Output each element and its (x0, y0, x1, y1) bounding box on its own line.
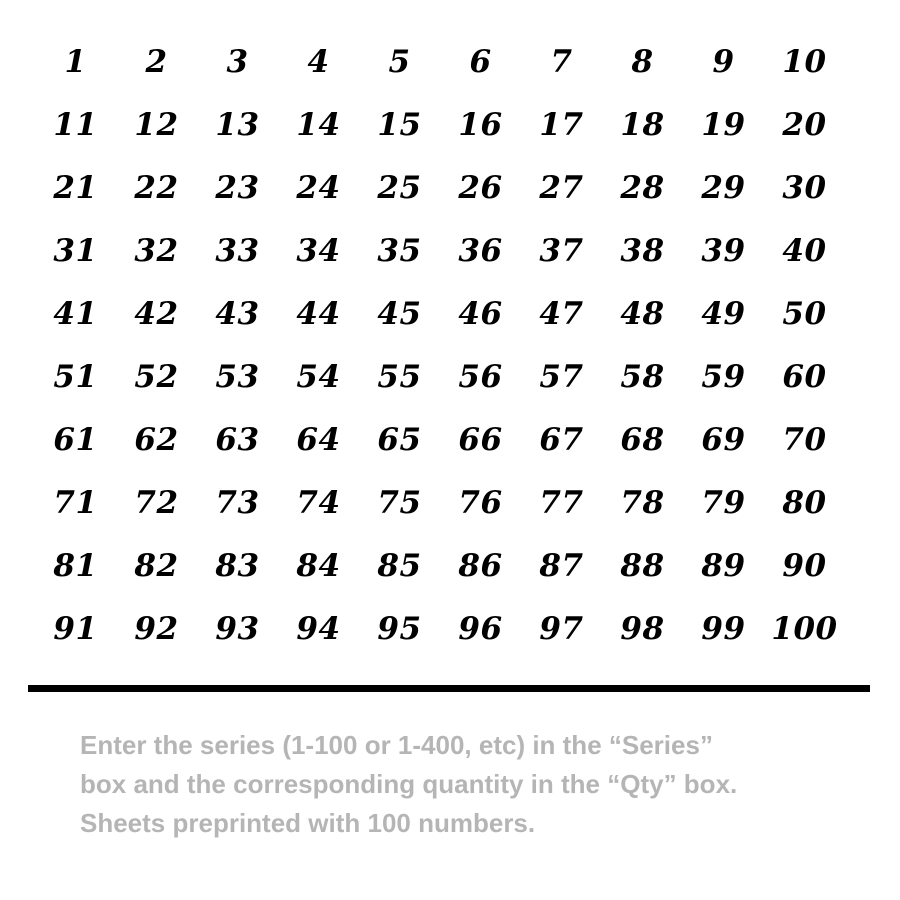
number-cell: 61 (53, 421, 98, 458)
number-cell: 68 (620, 421, 665, 458)
number-cell: 30 (782, 169, 827, 206)
number-cell: 4 (307, 43, 330, 80)
number-cell: 92 (134, 610, 179, 647)
number-cell: 21 (53, 169, 98, 206)
number-cell: 58 (620, 358, 665, 395)
number-cell: 2 (145, 43, 168, 80)
number-cell: 32 (134, 232, 179, 269)
number-cell: 90 (782, 547, 827, 584)
number-cell: 89 (701, 547, 746, 584)
number-cell: 41 (53, 295, 98, 332)
instruction-line: Enter the series (1-100 or 1-400, etc) in the “Series” (80, 730, 713, 760)
number-cell: 1 (64, 43, 87, 80)
number-cell: 46 (458, 295, 503, 332)
number-cell: 44 (296, 295, 341, 332)
number-cell: 86 (458, 547, 503, 584)
instructions-text (80, 726, 860, 843)
number-cell: 65 (377, 421, 422, 458)
number-cell: 93 (215, 610, 260, 647)
number-cell: 95 (377, 610, 422, 647)
number-cell: 48 (620, 295, 665, 332)
number-cell: 20 (782, 106, 827, 143)
number-cell: 22 (134, 169, 179, 206)
number-cell: 97 (539, 610, 584, 647)
number-cell: 52 (134, 358, 179, 395)
number-cell: 55 (377, 358, 422, 395)
number-cell: 26 (458, 169, 503, 206)
number-cell: 74 (296, 484, 341, 521)
number-cell: 28 (620, 169, 665, 206)
number-cell: 99 (701, 610, 746, 647)
number-cell: 7 (550, 43, 573, 80)
number-cell: 11 (53, 106, 98, 143)
number-cell: 36 (458, 232, 503, 269)
number-cell: 75 (377, 484, 422, 521)
number-cell: 37 (539, 232, 584, 269)
number-cell: 84 (296, 547, 341, 584)
number-cell: 6 (469, 43, 492, 80)
number-cell: 25 (377, 169, 422, 206)
number-cell: 23 (215, 169, 260, 206)
number-cell: 79 (701, 484, 746, 521)
number-cell: 62 (134, 421, 179, 458)
number-cell: 3 (226, 43, 249, 80)
number-cell: 57 (539, 358, 584, 395)
number-cell: 78 (620, 484, 665, 521)
number-cell: 71 (53, 484, 98, 521)
number-cell: 96 (458, 610, 503, 647)
number-cell: 76 (458, 484, 503, 521)
number-cell: 67 (539, 421, 584, 458)
number-cell: 5 (388, 43, 411, 80)
number-cell: 81 (53, 547, 98, 584)
number-cell: 47 (539, 295, 584, 332)
number-cell: 100 (771, 610, 838, 647)
number-cell: 27 (539, 169, 584, 206)
number-cell: 10 (782, 43, 827, 80)
number-cell: 63 (215, 421, 260, 458)
number-cell: 82 (134, 547, 179, 584)
number-cell: 12 (134, 106, 179, 143)
number-cell: 18 (620, 106, 665, 143)
number-cell: 83 (215, 547, 260, 584)
number-cell: 14 (296, 106, 341, 143)
number-cell: 85 (377, 547, 422, 584)
number-cell: 72 (134, 484, 179, 521)
instruction-line: box and the corresponding quantity in the “Qty” box. (80, 769, 738, 799)
number-cell: 13 (215, 106, 260, 143)
number-cell: 66 (458, 421, 503, 458)
number-cell: 51 (53, 358, 98, 395)
number-cell: 35 (377, 232, 422, 269)
number-cell: 38 (620, 232, 665, 269)
number-cell: 29 (701, 169, 746, 206)
divider-rule (28, 685, 870, 692)
number-cell: 53 (215, 358, 260, 395)
number-cell: 64 (296, 421, 341, 458)
number-cell: 15 (377, 106, 422, 143)
number-cell: 50 (782, 295, 827, 332)
number-cell: 9 (712, 43, 735, 80)
number-cell: 40 (782, 232, 827, 269)
number-cell: 59 (701, 358, 746, 395)
number-cell: 77 (539, 484, 584, 521)
number-cell: 24 (296, 169, 341, 206)
number-cell: 60 (782, 358, 827, 395)
number-cell: 69 (701, 421, 746, 458)
number-cell: 45 (377, 295, 422, 332)
number-cell: 91 (53, 610, 98, 647)
number-cell: 98 (620, 610, 665, 647)
number-cell: 56 (458, 358, 503, 395)
number-grid (35, 30, 845, 660)
number-cell: 39 (701, 232, 746, 269)
number-cell: 94 (296, 610, 341, 647)
number-cell: 49 (701, 295, 746, 332)
number-cell: 43 (215, 295, 260, 332)
number-cell: 33 (215, 232, 260, 269)
number-cell: 54 (296, 358, 341, 395)
number-cell: 88 (620, 547, 665, 584)
number-cell: 34 (296, 232, 341, 269)
instruction-line: Sheets preprinted with 100 numbers. (80, 808, 536, 838)
number-cell: 16 (458, 106, 503, 143)
number-cell: 19 (701, 106, 746, 143)
number-cell: 8 (631, 43, 654, 80)
number-cell: 70 (782, 421, 827, 458)
number-cell: 42 (134, 295, 179, 332)
number-cell: 87 (539, 547, 584, 584)
number-cell: 17 (539, 106, 584, 143)
number-cell: 31 (53, 232, 98, 269)
number-cell: 80 (782, 484, 827, 521)
number-cell: 73 (215, 484, 260, 521)
